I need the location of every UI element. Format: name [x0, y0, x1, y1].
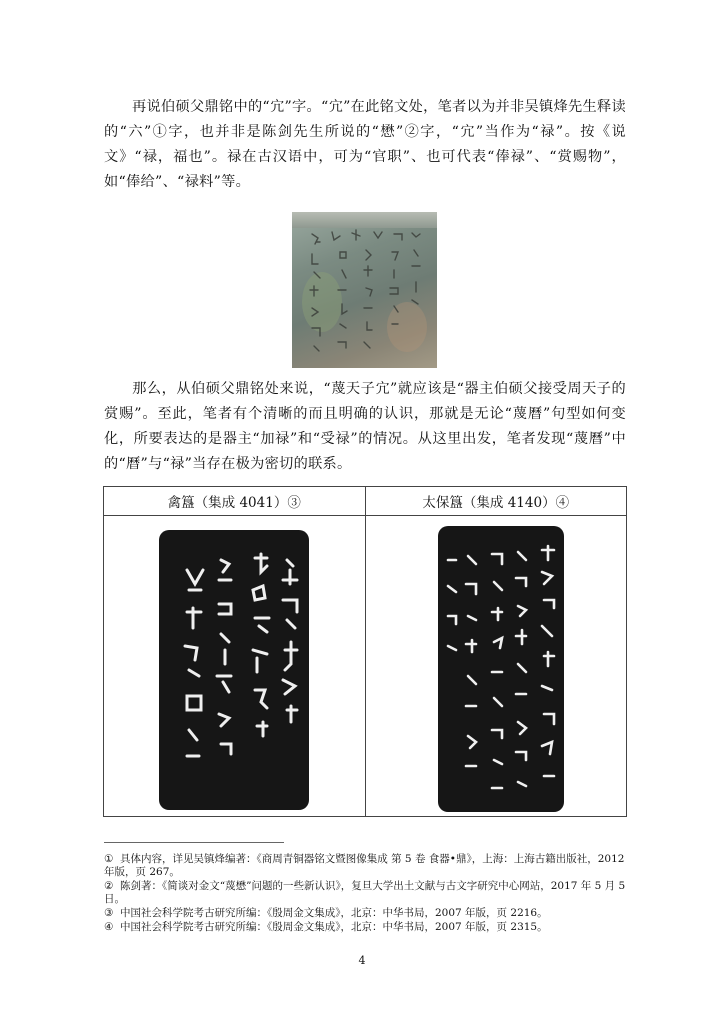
page-number: 4 [358, 954, 366, 967]
right-caption: 太保簋（集成 4140）④ [365, 487, 627, 516]
footnote-4: ④ 中国社会科学院考古研究所编：《殷周金文集成》，北京：中华书局，2007 年版，页 2315。 [104, 921, 548, 933]
paragraph-2 [104, 377, 626, 477]
taibao-gui-rubbing-cell [366, 516, 627, 816]
left-caption: 禽簋（集成 4041）③ [104, 487, 366, 516]
footnote-separator [104, 842, 284, 843]
footnote-2: ② 陈剑著：《简谈对金文“蔑懋”问题的一些新认识》，复旦大学出土文献与古文字研究中心网站，2017 年 5 月 5 日。 [104, 880, 626, 905]
qin-gui-rubbing-cell [104, 516, 365, 816]
rubbings-table [103, 486, 627, 817]
paragraph-1 [104, 95, 626, 195]
paragraph-1-text: 再说伯硕父鼎铭中的“宂”字。“宂”在此铭文处，笔者以为并非吴镇烽先生释读的“六”①字，也并非是陈剑先生所说的“懋”②字，“宂”当作为“禄”。按《说文》“禄，福也”。禄在古汉语中，可为“官职”、也可代表“俸禄”、“赏赐物”，如“俸给”、“禄料”等。 [104, 99, 626, 190]
qin-gui-rubbing [159, 530, 309, 810]
footnote-3: ③ 中国社会科学院考古研究所编：《殷周金文集成》，北京：中华书局，2007 年版，页 2216。 [104, 907, 548, 919]
bronze-inscription-photo [292, 212, 437, 368]
footnote-1: ① 具体内容，详见吴镇烽编著：《商周青铜器铭文暨图像集成 第 5 卷 食器•鼎》，上海：上海古籍出版社，2012 年版，页 267。 [104, 853, 625, 878]
paragraph-2-text: 那么，从伯硕父鼎铭处来说，“蔑天子宂”就应该是“器主伯硕父接受周天子的赏赐”。至此，笔者有个清晰的而且明确的认识，那就是无论“蔑曆”句型如何变化，所要表达的是器主“加禄”和“受禄”的情况。从这里出发，笔者发现“蔑曆”中的“曆”与“禄”当存在极为密切的联系。 [104, 381, 626, 472]
taibao-gui-rubbing [438, 526, 564, 812]
